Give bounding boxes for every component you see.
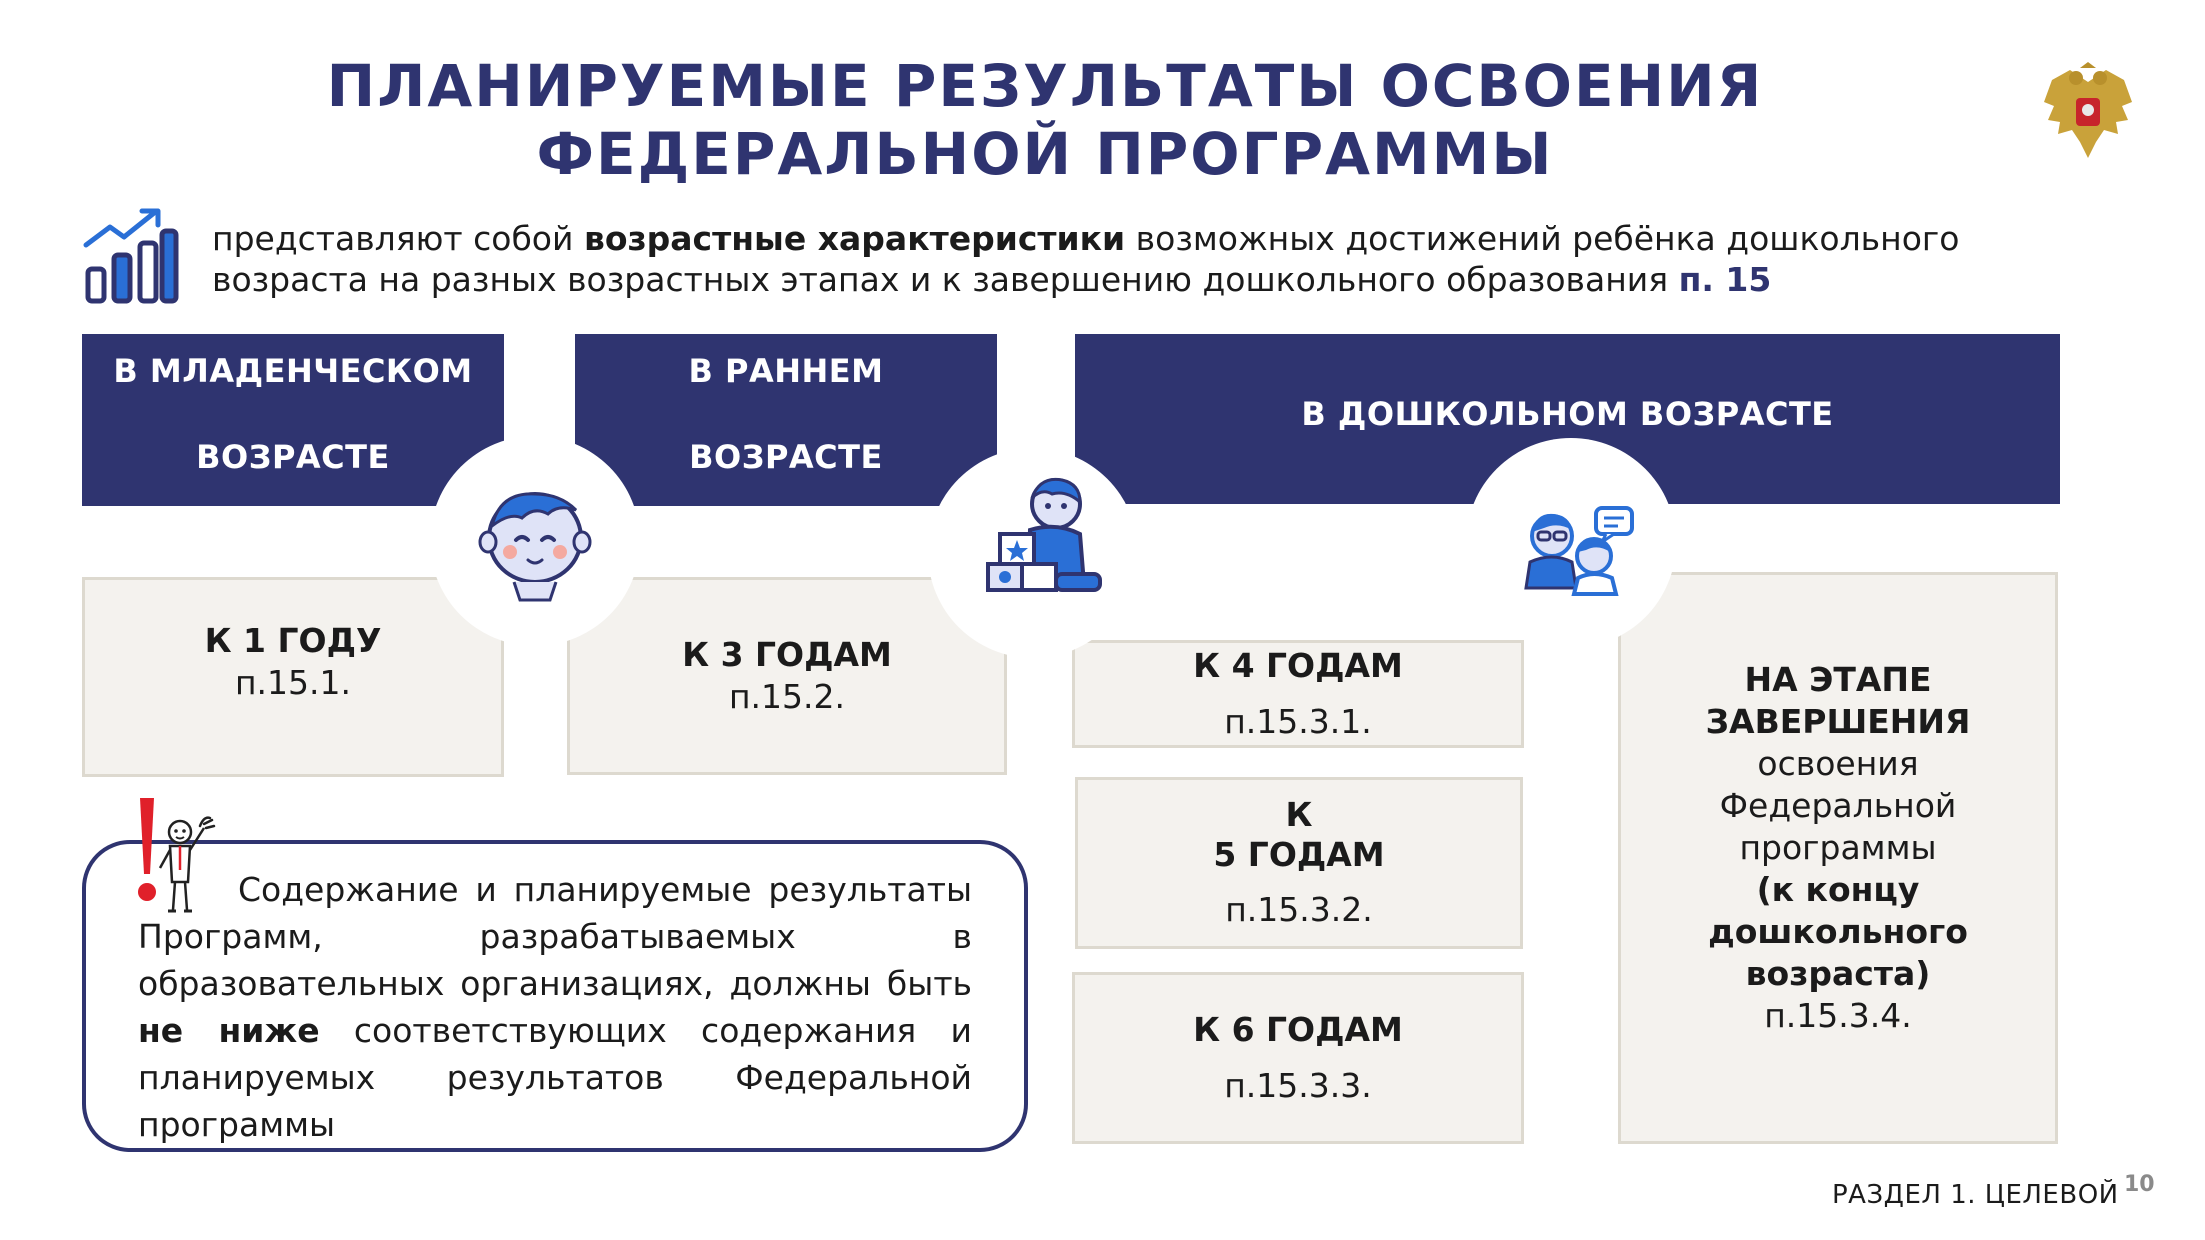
card-final-bold3: (к концу: [1756, 870, 1920, 909]
toddler-blocks-icon: [928, 448, 1138, 658]
card-age-6-label: К 6 ГОДАМ: [1193, 1010, 1403, 1049]
card-age-5-label: [1213, 795, 1384, 875]
card-final-bold1: НА ЭТАПЕ: [1744, 660, 1932, 699]
card-final-ref: п.15.3.4.: [1764, 996, 1912, 1035]
exclamation-person-icon: [130, 790, 230, 915]
preschool-icon-circle: [1466, 438, 1676, 648]
intro-line1-bold: возрастные характеристики: [583, 219, 1126, 258]
card-final-bold4: дошкольного: [1708, 912, 1968, 951]
intro-line2: [212, 259, 2032, 300]
card-final-text1: освоения: [1757, 744, 1919, 783]
card-age-5-label-line1: К: [1285, 795, 1313, 834]
header-preschool-label: В ДОШКОЛЬНОМ ВОЗРАСТЕ: [1301, 395, 1834, 433]
card-age-5-ref: п.15.3.2.: [1225, 890, 1373, 929]
page-title-line1: ПЛАНИРУЕМЫЕ РЕЗУЛЬТАТЫ ОСВОЕНИЯ: [326, 52, 1764, 120]
eagle-emblem-icon: [2040, 62, 2136, 162]
card-age-3-label: К 3 ГОДАМ: [682, 635, 892, 674]
card-age-6-ref: п.15.3.3.: [1224, 1066, 1372, 1105]
card-age-6: [1072, 972, 1524, 1144]
card-age-3-ref: п.15.2.: [728, 677, 846, 716]
note-part1: Содержание и планируемые результаты Программ, разрабатываемых в образовательных организациях, должны быть: [138, 870, 972, 1003]
intro-text: [212, 218, 2032, 300]
card-age-1-ref: п.15.1.: [234, 663, 352, 702]
card-final-bold5: возраста): [1745, 954, 1931, 993]
card-age-1-label: К 1 ГОДУ: [204, 621, 382, 660]
card-age-4-label: К 4 ГОДАМ: [1193, 646, 1403, 685]
header-infant-line1: В МЛАДЕНЧЕСКОМ: [113, 352, 473, 390]
card-final-bold2: ЗАВЕРШЕНИЯ: [1705, 702, 1971, 741]
intro-ref: п. 15: [1678, 260, 1772, 299]
intro-line1: [212, 218, 2032, 259]
note-text: [138, 866, 972, 1148]
page-title-line2: ФЕДЕРАЛЬНОЙ ПРОГРАММЫ: [536, 120, 1554, 188]
card-final-stage: [1618, 572, 2058, 1144]
card-final-text2: Федеральной: [1719, 786, 1957, 825]
note-bold: не ниже: [138, 1011, 320, 1050]
intro-line2-pre: возраста на разных возрастных этапах и к завершению дошкольного образования: [212, 260, 1679, 299]
card-final-text3: программы: [1739, 828, 1937, 867]
header-early-line1: В РАННЕМ: [688, 352, 884, 390]
baby-icon: [430, 436, 640, 646]
intro-line1-pre: представляют собой: [212, 219, 584, 258]
header-infant-line2: ВОЗРАСТЕ: [196, 438, 390, 476]
page-title: [260, 52, 1830, 188]
toddler-icon-circle: [928, 448, 1138, 658]
card-age-5: [1075, 777, 1523, 949]
growth-chart-icon: [82, 205, 182, 305]
card-age-5-label-line2: 5 ГОДАМ: [1213, 835, 1385, 874]
card-age-4: [1072, 640, 1524, 748]
infant-icon-circle: [430, 436, 640, 646]
children-talking-icon: [1466, 438, 1676, 648]
header-early-line2: ВОЗРАСТЕ: [689, 438, 883, 476]
card-age-4-ref: п.15.3.1.: [1224, 702, 1372, 741]
page-number: 10: [2124, 1172, 2155, 1197]
footer-section-label: РАЗДЕЛ 1. ЦЕЛЕВОЙ: [1832, 1180, 2119, 1210]
note-part2: соответствующих содержания и планируемых результатов Федеральной программы: [138, 1011, 972, 1144]
intro-line1-post: возможных достижений ребёнка дошкольного: [1125, 219, 1960, 258]
